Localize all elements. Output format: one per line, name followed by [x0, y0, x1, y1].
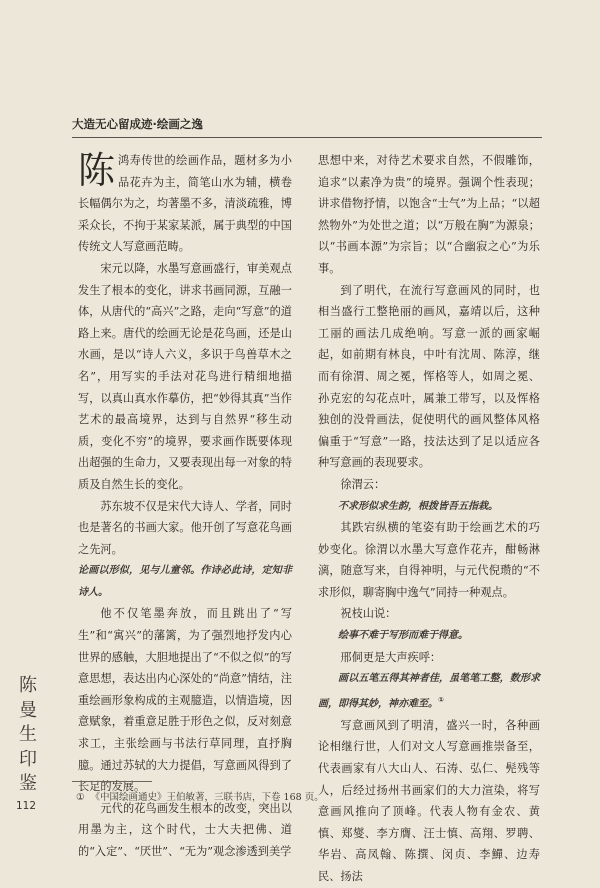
footnote-text: 《中国绘画通史》王伯敏著，三联书店，下卷 168 页。: [90, 792, 324, 803]
paragraph: 其跌宕纵横的笔姿有助于绘画艺术的巧妙变化。徐渭以水墨大写意作花卉，酣畅淋漓，随意写来，自得神明，与元代倪瓒的“不求形似，聊寄胸中逸气”同持一种观点。: [318, 521, 540, 599]
footnote-reference: ①: [438, 695, 444, 704]
seal-glyph: 鉴: [19, 773, 37, 794]
paragraph: 他不仅笔墨奔放，而且跳出了“写生”和“寓兴”的藩篱，为了强烈地抒发内心世界的感触，大胆地提出了“不似之似”的写意思想，表达出内心深处的“尚意”情结，注重绘画形象构成的主观臆造，以情造境，因意赋象，着重意足胜于形色之似，反对刻意求工，主张绘画与书法行草同理，直抒胸臆。通过苏轼的大力提倡，写意画风得到了长足的发展。: [78, 607, 292, 794]
seal-glyph: 曼: [19, 699, 37, 721]
page-number: 112: [16, 800, 37, 812]
quote-block: 不求形似求生韵，根拨皆吾五指栽。: [338, 500, 498, 512]
quote-block: [318, 668, 540, 715]
quote-block: 绘事不难于写形而难于得意。: [338, 630, 468, 642]
paragraph: 宋元以降，水墨写意画盛行，审美观点发生了根本的变化，讲求书画同源，互融一体，从唐代的“高兴”之路，走向“写意”的道路上来。唐代的绘画无论是花鸟画，还是山水画，是以“诗人六义，多识于鸟兽草木之名”，用写实的手法对花鸟进行精细地描写，以真山真水作摹仿，把“妙得其真”当作艺术的最高境界，达到与自然界“移生动质，变化不穷”的境界，要求画作既要体现出超强的生命力，又要表现出每一对象的特质及自然生长的变化。: [78, 261, 292, 491]
paragraph: 苏东坡不仅是宋代大诗人、学者，同时也是著名的书画大家。他开创了写意花鸟画之先河。: [78, 499, 292, 556]
paragraph: 写意画风到了明清，盛兴一时，各种画论相继行世，人们对文人写意画推崇备至，代表画家有八大山人、石涛、弘仁、髡残等人，后经过扬州书画家们的大力渲染，将写意画风推向了顶峰。代表人物有金农、黄慎、郑燮、李方膺、汪士慎、高翔、罗聘、华岩、高凤翰、陈撰、闵贞、李鱓、边寿民、扬法: [318, 718, 540, 883]
drop-cap: 陈: [78, 149, 115, 192]
opening-paragraph: [78, 150, 292, 258]
footnote-mark: ①: [76, 792, 85, 803]
seal-glyph: 印: [19, 748, 37, 770]
paragraph: 徐渭云：: [340, 477, 386, 491]
seal-script-mark: [14, 675, 42, 795]
left-column: [78, 150, 292, 863]
paragraph: 元代的花鸟画发生根本的改变，突出以用墨为主，这个时代，士大夫把佛、道的“入定”、“厌世”、“无为”观念渗透到美学: [78, 801, 292, 858]
opening-text: 鸿寿传世的绘画作品，题材多为小品花卉为主，简笔山水为辅，横卷长幅偶尔为之，均著墨不多，清淡疏雅，博采众长，不拘于某家某派，属于典型的中国传统文人写意画范畴。: [78, 154, 292, 254]
paragraph: 邢侗更是大声疾呼：: [340, 650, 442, 664]
footnote: [76, 789, 546, 803]
chapter-header: 大造无心留成迹·绘画之逸: [72, 116, 542, 138]
paragraph: 思想中来，对待艺术要求自然，不假雕饰，追求“以素净为贵”的境界。强调个性表现；讲求借物抒情，以饱含“士气”为上品；“以超然物外”为处世之道；以“万般在胸”为源泉；以“书画本源”为宗旨；以“合幽寂之心”为乐事。: [318, 154, 540, 275]
seal-glyph: 陈: [19, 675, 37, 696]
paragraph: 到了明代，在流行写意画风的同时，也相当盛行工整艳丽的画风，嘉靖以后，这种工丽的画法几成绝响。写意一派的画家崛起，如前期有林良，中叶有沈周、陈淳，继而有徐渭、周之冕，恽格等人，如周之冕、孙克宏的勾花点叶，属兼工带写，以及恽格独创的没骨画法，促使明代的画风整体风格偏重于“写意”一路，技法达到了足以适应各种写意画的表现要求。: [318, 283, 540, 470]
quote-block: 论画以形似，见与儿童邻。作诗必此诗，定知非诗人。: [78, 565, 292, 598]
quote-text: 画以五笔五得其神者佳，虽笔笔工整，数形求画，即得其妙，神亦难至。: [318, 673, 540, 710]
paragraph: 祝枝山说：: [340, 607, 397, 621]
seal-glyph: 生: [19, 724, 37, 745]
right-column: [318, 150, 540, 888]
footnote-divider: [72, 781, 152, 782]
